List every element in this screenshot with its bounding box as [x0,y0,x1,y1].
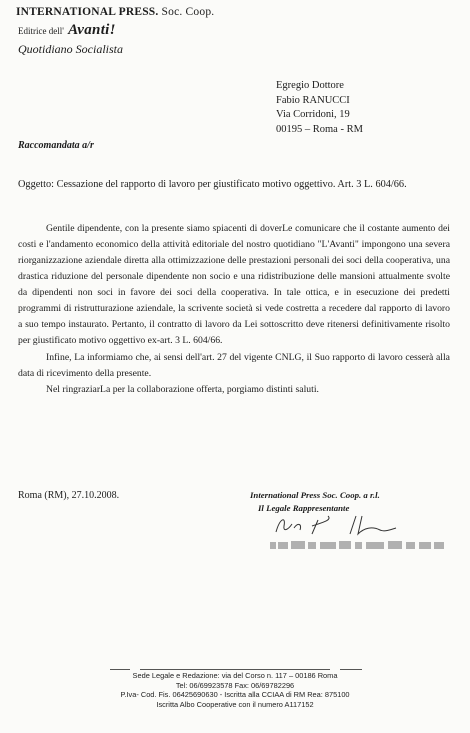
footer-address: Sede Legale e Redazione: via del Corso n. 117 – 00186 Roma [132,671,338,680]
footer-phone: Tel: 06/69923578 Fax: 06/69782296 [175,680,295,690]
letter-body [18,221,450,398]
recipient-name: Fabio RANUCCI [276,94,350,106]
letterhead-subtitle: Quotidiano Socialista [18,42,123,56]
letterhead-footer [0,671,470,709]
editrice-label: Editrice dell' [18,26,64,36]
footer-rule-center [140,669,330,670]
footer-rule-right [340,669,362,670]
delivery-method: Raccomandata a/r [18,140,94,151]
footer-registry: Iscritta Albo Cooperative con il numero A117152 [156,699,314,709]
recipient-street: Via Corridoni, 19 [276,109,350,120]
signature-role: Il Legale Rappresentante [258,503,350,513]
handwritten-signature [272,512,402,538]
recipient-address [276,79,363,137]
body-paragraph-2: Infine, La informiamo che, ai sensi dell'art. 27 del vigente CNLG, il Suo rapporto di lavoro cesserà alla data di ricevimento della presente. [18,352,450,379]
newspaper-name: Avanti! [68,22,116,38]
footer-vat: P.Iva- Cod. Fis. 06425690630 - Iscritta alla CCIAA di RM Rea: 875100 [120,690,350,700]
body-paragraph-3: Nel ringraziarLa per la collaborazione offerta, porgiamo distinti saluti. [46,384,319,395]
signature-company: International Press Soc. Coop. a r.l. [250,490,380,500]
faded-stamp [270,538,450,552]
letterhead-company [16,6,214,18]
letter-date: Roma (RM), 27.10.2008. [18,490,120,501]
subject-line: Oggetto: Cessazione del rapporto di lavoro per giustificato motivo oggettivo. Art. 3 L. 604/66. [18,179,407,190]
body-paragraph-1: Gentile dipendente, con la presente siamo spiacenti di doverLe comunicare che il costante aumento dei costi e l'andamento economico della attività editoriale del nostro quotidiano "L'Avanti" impongono una severa riorganizzazione aziendale diretta alla ottimizzazione delle prestazioni personali dei soci della cooperativa, una drastica riduzione del personale dipendente non socio e una ridistribuzione delle mansioni attualmente svolte da dipendenti non soci in favore dei soci della cooperativa. In tale ottica, e in esecuzione dei predetti programmi di ristrutturazione aziendale, la scrivente società si vede costretta a recedere dal rapporto di lavoro a suo tempo instaurato. Pertanto, il contratto di lavoro da Lei sottoscritto deve ritenersi definitivamente risolto per giustificato motivo oggettivo ex-art. 3 L. 604/66. [18,223,450,346]
company-name: INTERNATIONAL PRESS. [16,6,159,18]
recipient-salutation: Egregio Dottore [276,80,344,91]
letterhead-publisher [18,22,116,39]
recipient-city: 00195 – Roma - RM [276,123,363,135]
company-suffix: Soc. Coop. [161,6,215,18]
footer-rule-left [110,669,130,670]
